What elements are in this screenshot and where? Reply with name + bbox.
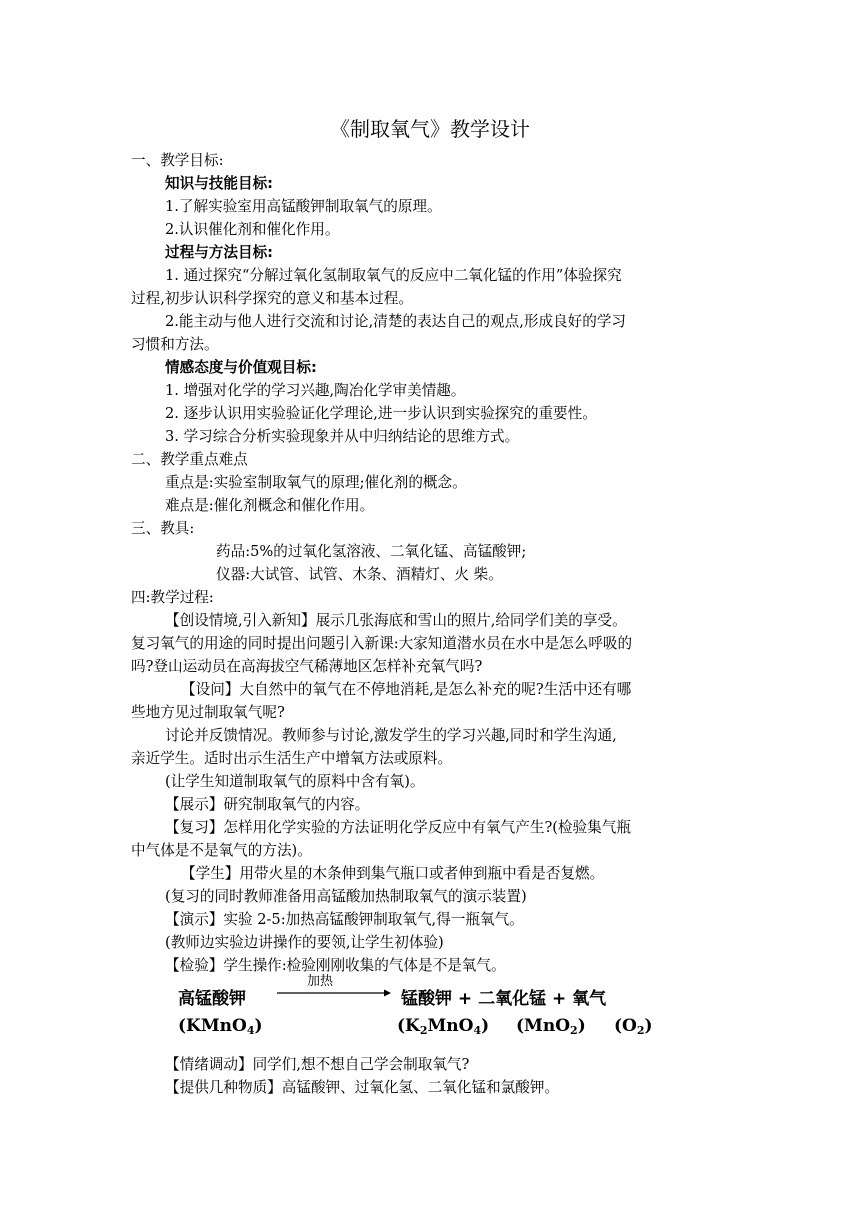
text-line: 2. 逐步认识用实验验证化学理论,进一步认识到实验探究的重要性。 <box>165 405 597 422</box>
section-heading: 一、教学目标: <box>131 152 224 169</box>
text-line: 习惯和方法。 <box>131 336 219 353</box>
text-line: (让学生知道制取氧气的原料中含有氧)。 <box>165 773 425 790</box>
formula-mno2: (MnO$_2$) <box>516 1016 586 1037</box>
text-line: 【提供几种物质】高锰酸钾、过氧化氢、二氧化锰和氯酸钾。 <box>165 1079 560 1096</box>
subsection-heading: 知识与技能目标: <box>165 175 273 192</box>
formula-kmno4: (KMnO$_4$) <box>178 1016 263 1037</box>
equation-reactant: 高锰酸钾 <box>178 989 246 1009</box>
text-line: 1.了解实验室用高锰酸钾制取氧气的原理。 <box>165 198 442 215</box>
text-line: 【学生】用带火星的木条伸到集气瓶口或者伸到瓶中看是否复燃。 <box>181 865 605 882</box>
reaction-arrow-icon <box>276 986 392 1000</box>
section-heading: 三、教具: <box>131 520 195 537</box>
text-line: 中气体是不是氧气的方法)。 <box>131 842 312 859</box>
subsection-heading: 过程与方法目标: <box>165 244 273 261</box>
text-line: 讨论并反馈情况。教师参与讨论,激发学生的学习兴趣,同时和学生沟通, <box>165 727 617 744</box>
text-line: (复习的同时教师准备用高锰酸加热制取氧气的演示装置) <box>165 888 527 905</box>
subsection-heading: 情感态度与价值观目标: <box>165 359 317 376</box>
text-line: 【复习】怎样用化学实验的方法证明化学反应中有氧气产生?(检验集气瓶 <box>165 819 631 836</box>
text-line: 【情绪调动】同学们,想不想自己学会制取氧气? <box>165 1056 470 1073</box>
formula-o2: $(O_2)$ <box>614 1016 653 1037</box>
text-line: 【演示】实验 2-5:加热高锰酸钾制取氧气,得一瓶氧气。 <box>165 911 524 928</box>
text-line: 2.认识催化剂和催化作用。 <box>165 221 340 238</box>
text-line: 【展示】研究制取氧气的内容。 <box>165 796 370 813</box>
text-line: 重点是:实验室制取氧气的原理;催化剂的概念。 <box>165 474 467 491</box>
text-line: 些地方见过制取氧气呢? <box>131 704 285 721</box>
text-line: 过程,初步认识科学探究的意义和基本过程。 <box>131 290 413 307</box>
equation-condition: 加热 <box>307 974 334 989</box>
text-line: (教师边实验边讲操作的要领,让学生初体验) <box>165 934 444 951</box>
section-heading: 四:教学过程: <box>131 589 214 606</box>
text-line: 1. 增强对化学的学习兴趣,陶冶化学审美情趣。 <box>165 382 466 399</box>
text-line: 药品:5%的过氧化氢溶液、二氧化锰、高锰酸钾; <box>216 543 527 560</box>
text-line: 1. 通过探究“分解过氧化氢制取氧气的反应中二氧化锰的作用”体验探究 <box>165 267 622 284</box>
text-line: 吗?登山运动员在高海拔空气稀薄地区怎样补充氧气吗? <box>131 658 483 675</box>
formula-k2mno4: $(K_2MnO_4)$ <box>397 1016 490 1037</box>
text-line: 【检验】学生操作:检验刚刚收集的气体是不是氧气。 <box>165 957 506 974</box>
text-line: 难点是:催化剂概念和催化作用。 <box>165 497 375 514</box>
document-title: 《制取氧气》教学设计 <box>330 117 530 141</box>
text-line: 仪器:大试管、试管、木条、酒精灯、火 柴。 <box>216 566 503 583</box>
text-line: 复习氧气的用途的同时提出问题引入新课:大家知道潜水员在水中是怎么呼吸的 <box>131 635 633 652</box>
equation-products: 锰酸钾 + 二氧化锰 + 氧气 <box>401 989 607 1009</box>
text-line: 亲近学生。适时出示生活生产中增氧方法或原料。 <box>131 750 453 767</box>
text-line: 【设问】大自然中的氧气在不停地消耗,是怎么补充的呢?生活中还有哪 <box>181 681 632 698</box>
section-heading: 二、教学重点难点 <box>131 451 248 468</box>
text-line: 【创设情境,引入新知】展示几张海底和雪山的照片,给同学们美的享受。 <box>165 612 627 629</box>
text-line: 3. 学习综合分析实验现象并从中归纳结论的思维方式。 <box>165 428 520 445</box>
text-line: 2.能主动与他人进行交流和讨论,清楚的表达自己的观点,形成良好的学习 <box>165 313 627 330</box>
